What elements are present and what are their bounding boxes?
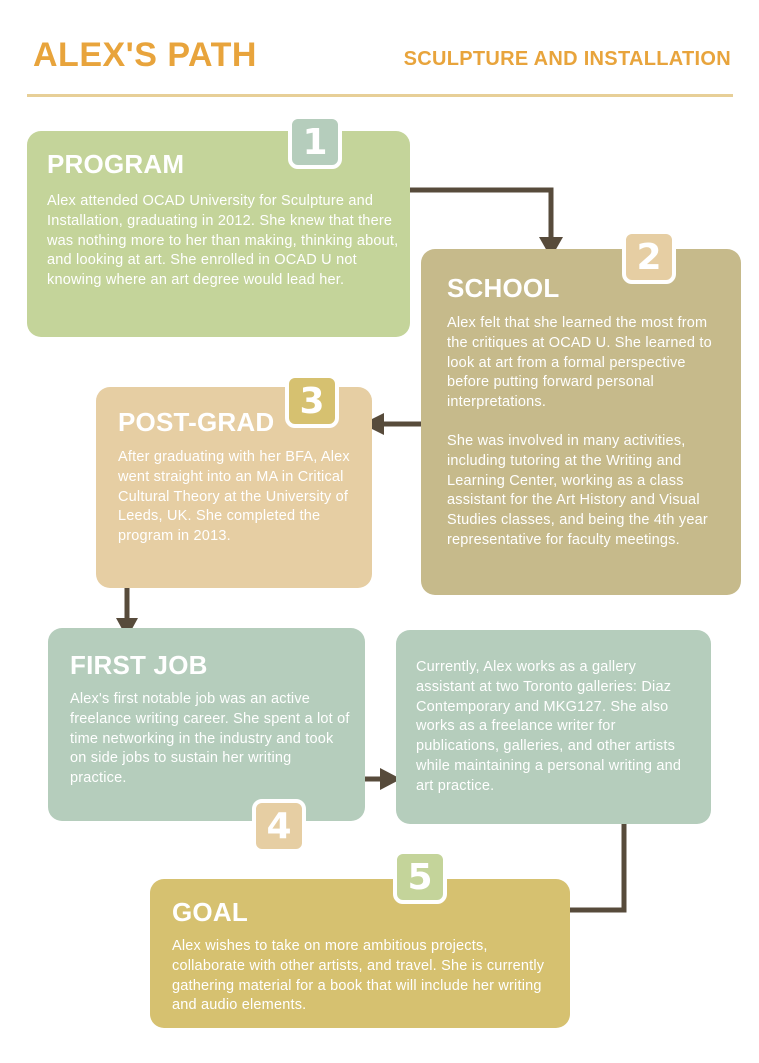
page-subtitle: SCULPTURE AND INSTALLATION: [403, 48, 731, 70]
step-text: Alex attended OCAD University for Sculpture and Installation, graduating in 2012. She knew that there was nothing more to her than making, thinking about, and looking at art. She enrolled in OCAD U not knowing where an art degree would lead her.: [47, 193, 399, 289]
step-number-badge-3: 3: [285, 374, 339, 428]
step-card-first-job: [48, 628, 365, 821]
page-title: ALEX'S PATH: [33, 36, 257, 74]
step-text: After graduating with her BFA, Alex went straight into an MA in Critical Cultural Theory at the University of Leeds, UK. She completed the program in 2013.: [118, 449, 350, 545]
step-heading: GOAL: [172, 897, 248, 927]
step-number-badge-1: 1: [288, 115, 342, 169]
step-text: Alex wishes to take on more ambitious projects, collaborate with other artists, and travel. She is currently gathering material for a book that will include her writing and audio elements.: [172, 938, 545, 1014]
step-heading: POST-GRAD: [118, 407, 275, 437]
current-text: Currently, Alex works as a gallery assistant at two Toronto galleries: Diaz Contemporary and MKG127. She also works as a freelance writer for publications, galleries, and other artists while maintaining a personal writing and art practice.: [416, 659, 682, 794]
step-heading: FIRST JOB: [70, 650, 208, 680]
step-heading: SCHOOL: [447, 273, 560, 303]
current-card: [396, 630, 711, 824]
step-number-badge-2: 2: [622, 230, 676, 284]
step-text: Alex's first notable job was an active freelance writing career. She spent a lot of time networking in the industry and took on side jobs to sustain her writing practice.: [70, 691, 350, 787]
step-number-badge-5: 5: [393, 850, 447, 904]
step-card-goal: [150, 879, 570, 1028]
step-heading: PROGRAM: [47, 149, 185, 179]
step-text-2: She was involved in many activities, including tutoring at the Writing and Learning Center, working as a class assistant for the Art History and Visual Studies classes, and being the 4th year representative for faculty meetings.: [447, 432, 708, 548]
step-number-badge-4: 4: [252, 799, 306, 853]
step-card-program: [27, 131, 410, 337]
step-card-school: [421, 249, 741, 595]
step-text: Alex felt that she learned the most from the critiques at OCAD U. She learned to look at art from a formal perspective before putting forward personal interpretations.: [447, 315, 712, 411]
arrow-1-to-2: [401, 190, 551, 240]
